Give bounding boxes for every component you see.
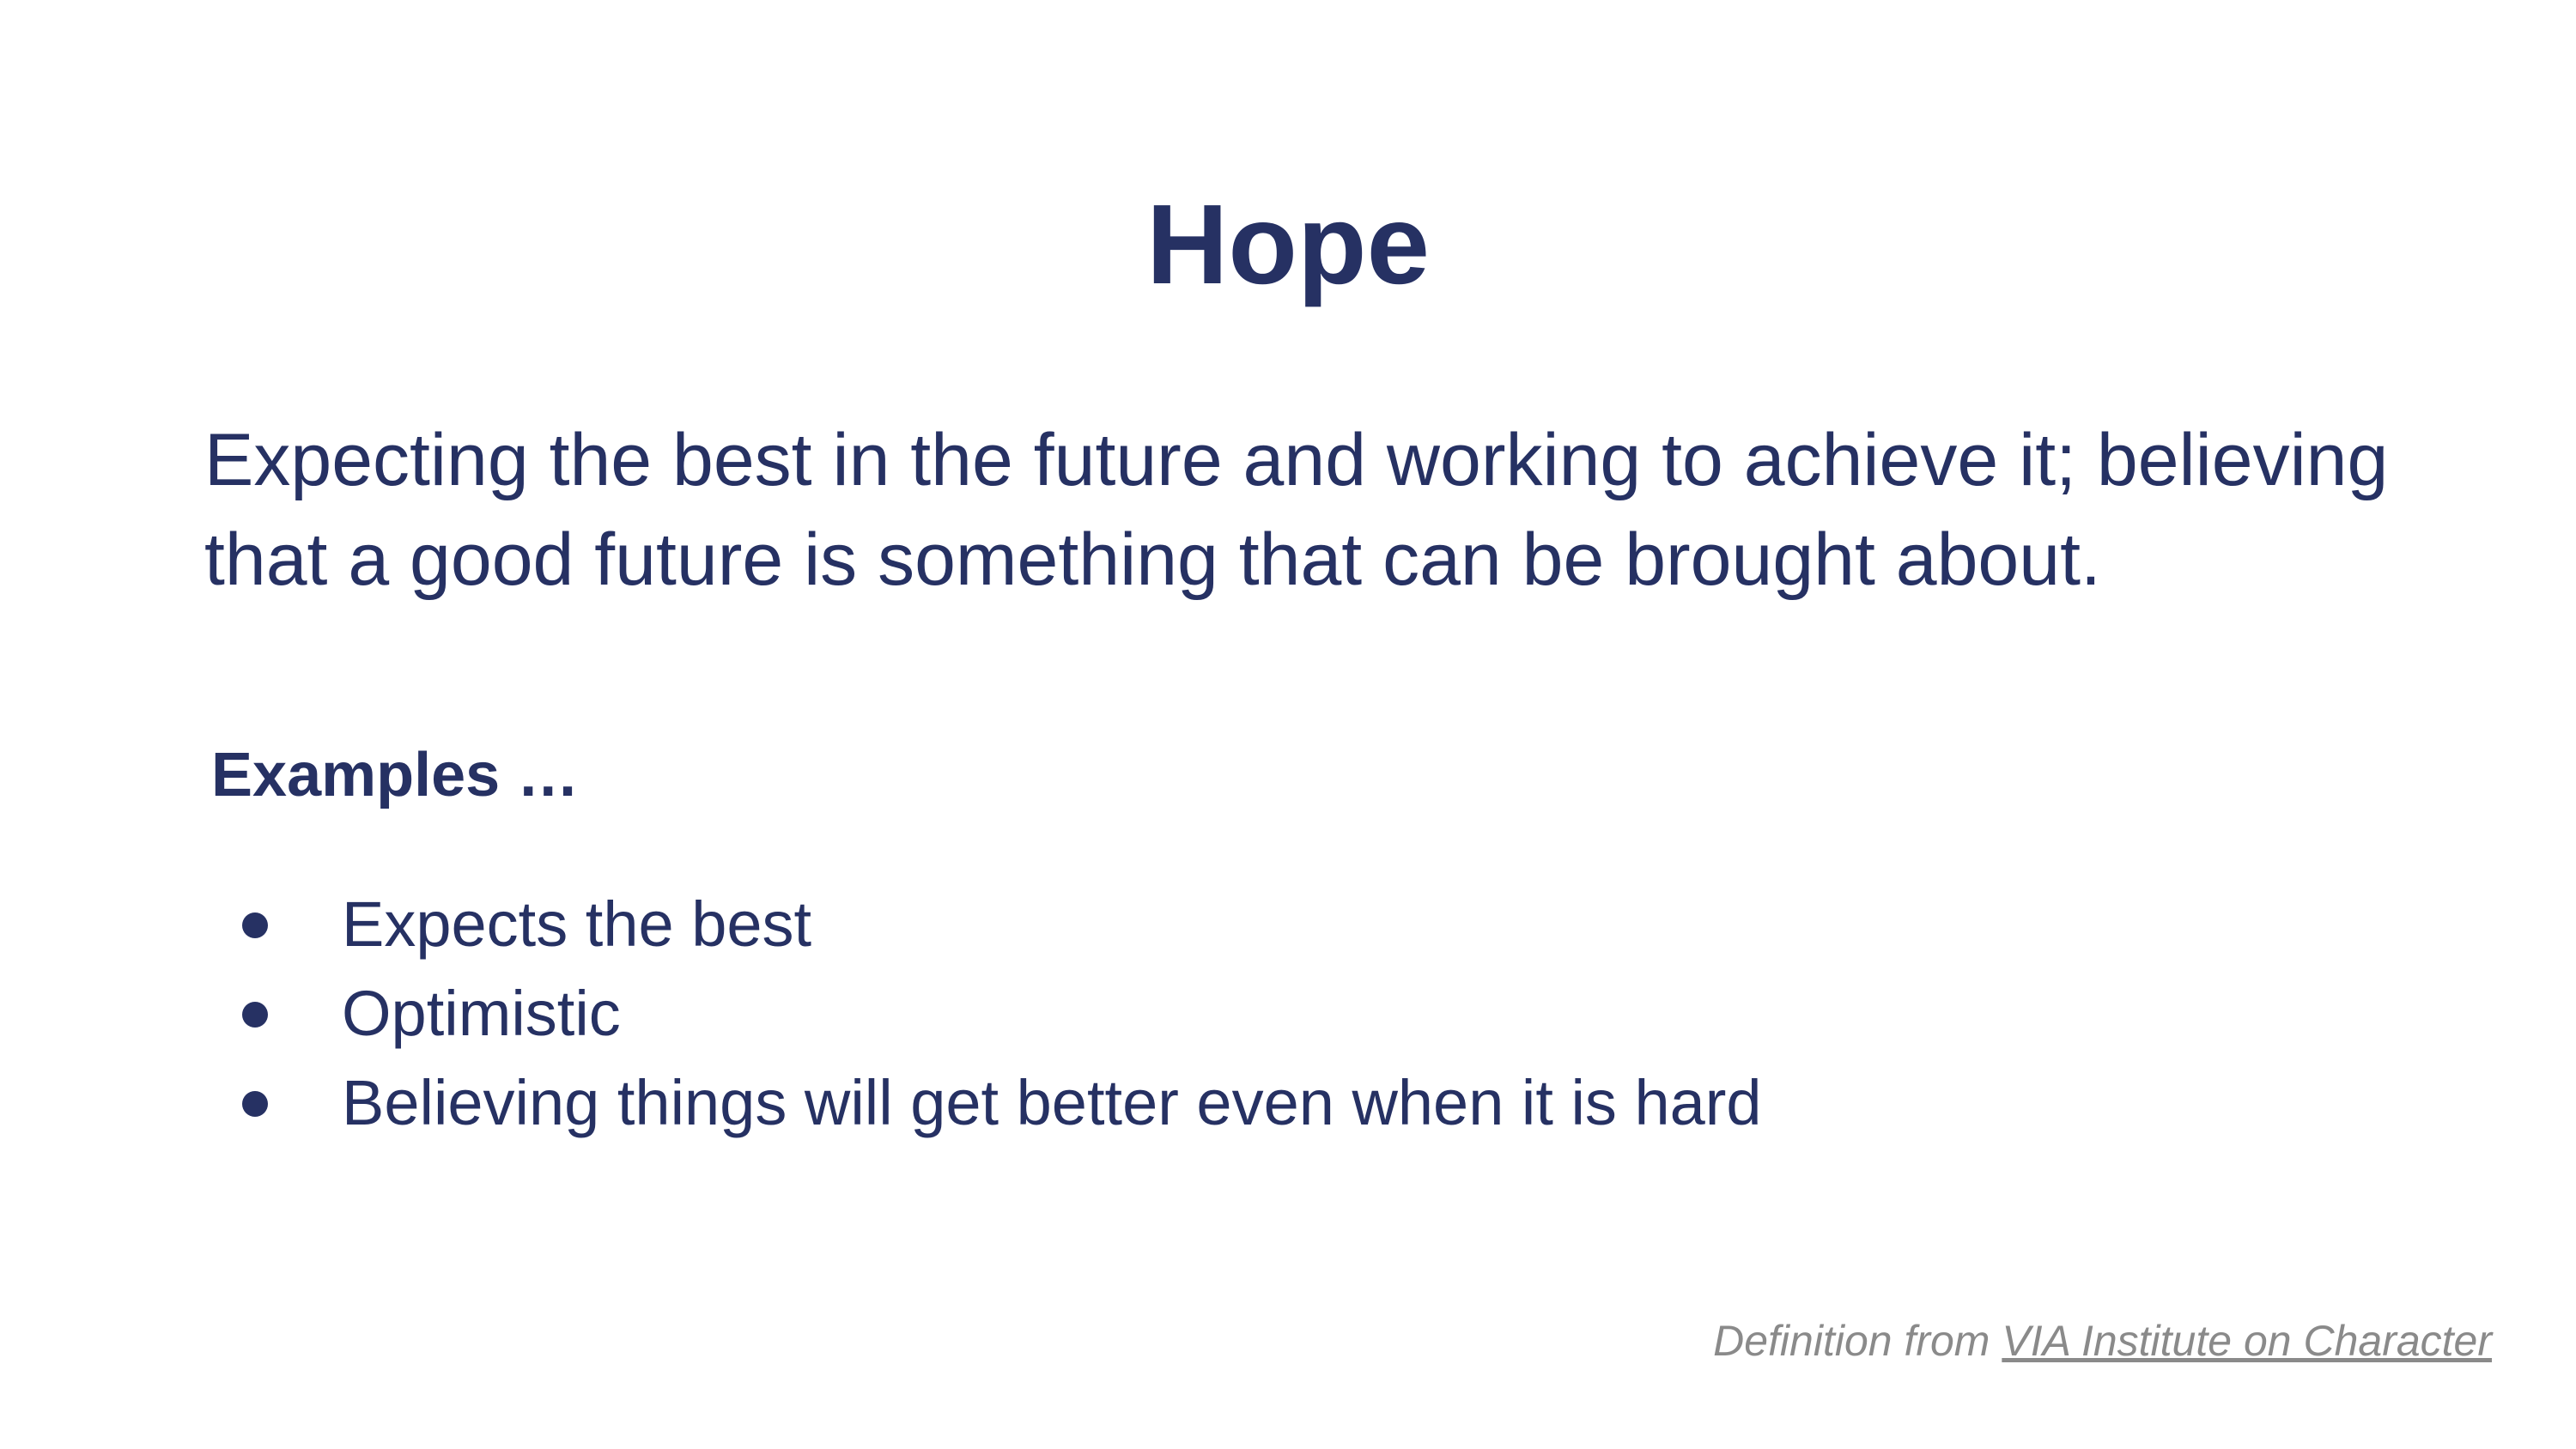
bullet-icon [242,912,268,938]
list-item-text: Expects the best [342,888,812,960]
examples-heading: Examples … [211,741,580,809]
bullet-icon [242,1002,268,1028]
attribution-prefix: Definition from [1713,1317,2002,1365]
list-item-text: Optimistic [342,978,621,1049]
list-item [239,969,1762,1058]
via-institute-link[interactable]: VIA Institute on Character [2002,1317,2492,1365]
slide-title: Hope [1146,181,1430,307]
attribution [1713,1313,2492,1368]
examples-list [239,880,1762,1148]
list-item [239,880,1762,969]
bullet-icon [242,1091,268,1117]
definition-text: Expecting the best in the future and working to achieve it; believing that a good future is something that can be brought about. [204,419,2389,601]
list-item [239,1058,1762,1148]
list-item-text: Believing things will get better even when it is hard [342,1067,1762,1138]
